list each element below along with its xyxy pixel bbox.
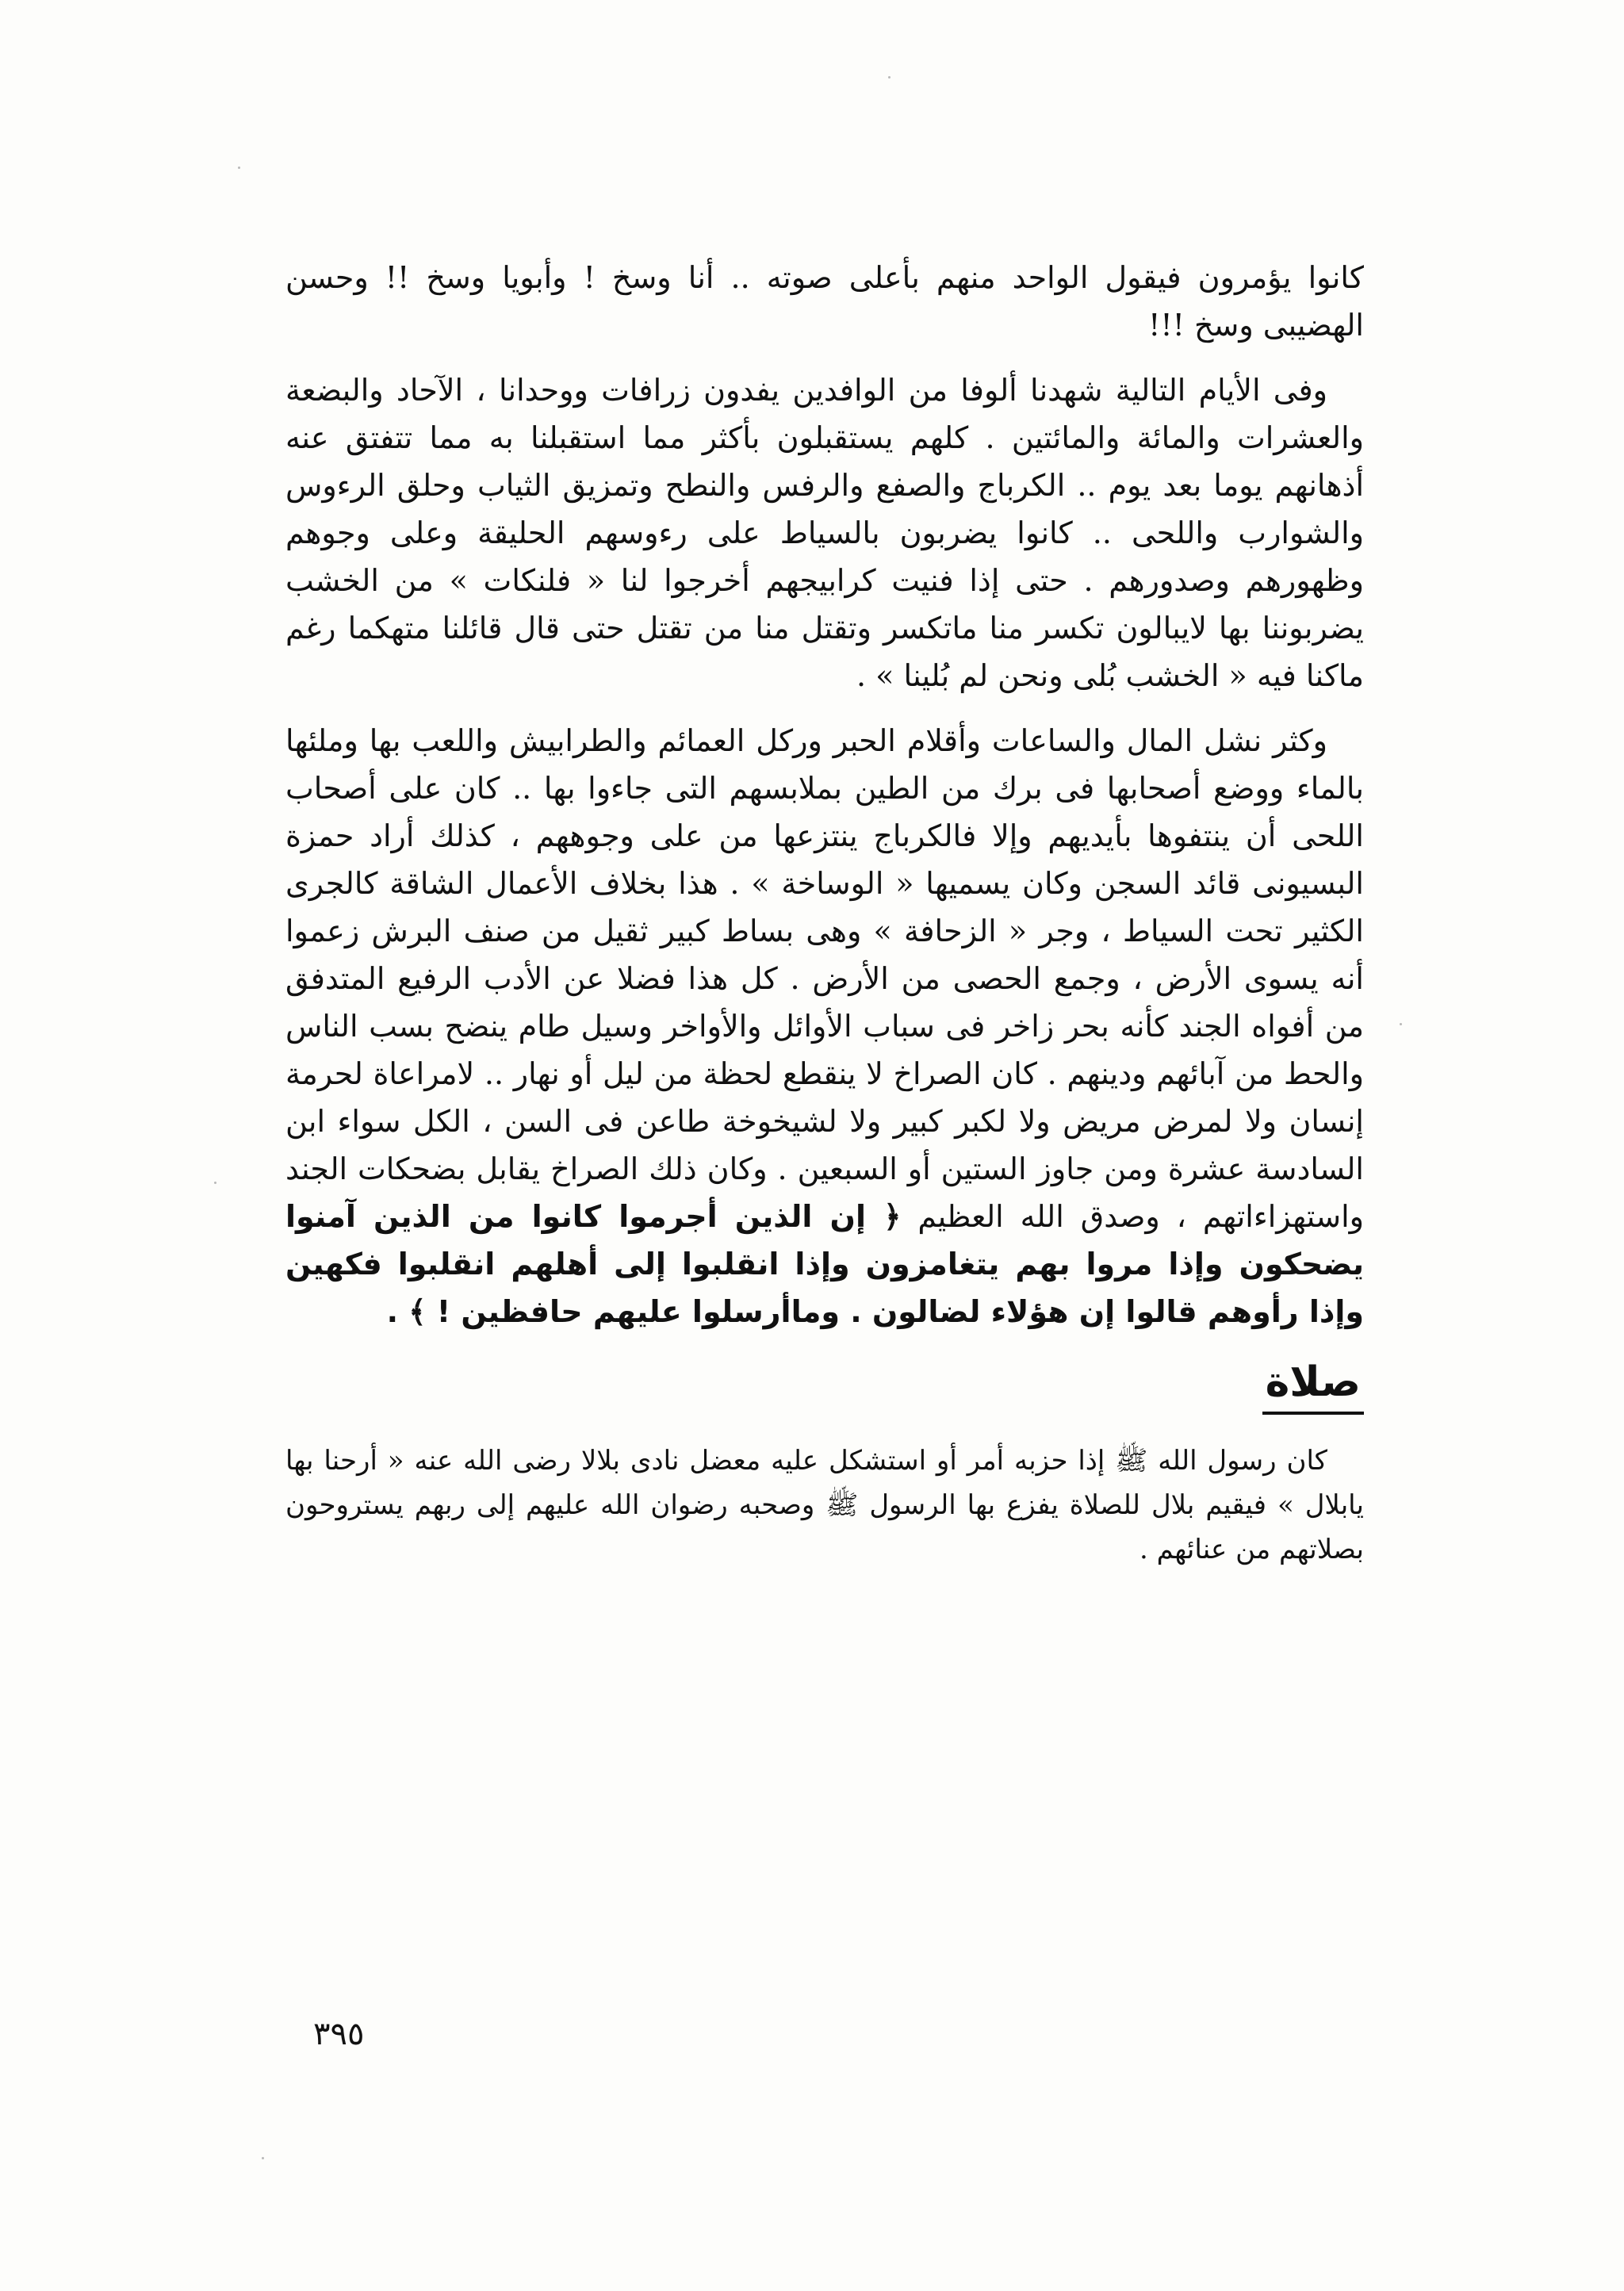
quran-quote: ﴿ إن الذين أجرموا كانوا من الذين آمنوا يضحكون وإذا مروا بهم يتغامزون وإذا انقلبوا إلى أهلهم انقلبوا فكهين وإذا رأوهم قالوا إن هؤلاء لضالون . وماأرسلوا عليهم حافظين ! ﴾ .	[285, 1199, 1364, 1329]
paragraph-1: كانوا يؤمرون فيقول الواحد منهم بأعلى صوته .. أنا وسخ ! وأبويا وسخ !! وحسن الهضيبى وسخ !!!	[285, 260, 1364, 343]
page-number: ٣٩٥	[313, 2016, 365, 2052]
scan-speck	[214, 1182, 216, 1184]
footnote-text: كان رسول الله ﷺ إذا حزبه أمر أو استشكل عليه معضل نادى بلالا رضى الله عنه « أرحنا بها يابلال » فيقيم بلال للصلاة يفزع بها الرسول ﷺ وصحبه رضوان الله عليهم إلى ربهم يستروحون بصلاتهم من عنائهم .	[285, 1445, 1364, 1565]
paragraph-3	[285, 717, 1364, 1335]
scan-speck	[262, 2157, 264, 2159]
footnote-block	[285, 1439, 1364, 1572]
scan-speck	[238, 167, 240, 169]
page-body	[285, 254, 1364, 1572]
paragraph-3-text: وكثر نشل المال والساعات وأقلام الحبر وركل العمائم والطرابيش واللعب بها وملئها بالماء ووضع أصحابها فى برك من الطين بملابسهم التى جاءوا بها .. كان على أصحاب اللحى أن ينتفوها بأيديهم وإلا فالكرباج ينتزعها من على وجوههم ، كذلك أراد حمزة البسيونى قائد السجن وكان يسميها « الوساخة » . هذا بخلاف الأعمال الشاقة كالجرى الكثير تحت السياط ، وجر « الزحافة » وهى بساط كبير ثقيل من صنف البرش زعموا أنه يسوى الأرض ، وجمع الحصى من الأرض . كل هذا فضلا عن الأدب الرفيع المتدفق من أفواه الجند كأنه بحر زاخر فى سباب الأوائل والأواخر وسيل طام ينضح بسب الناس والحط من آبائهم ودينهم . كان الصراخ لا ينقطع لحظة من ليل أو نهار .. لامراعاة لحرمة إنسان ولا لمرض مريض ولا لكبر كبير ولا لشيخوخة طاعن فى السن ، الكل سواء ابن السادسة عشرة ومن جاوز الستين أو السبعين . وكان ذلك الصراخ يقابل بضحكات الجند واستهزاءاتهم ، وصدق الله العظيم	[285, 723, 1364, 1234]
section-heading: صلاة	[1262, 1354, 1364, 1415]
scan-speck	[1400, 1023, 1402, 1025]
section-heading-row	[285, 1354, 1364, 1415]
scan-speck	[888, 76, 891, 79]
paragraph-2: وفى الأيام التالية شهدنا ألوفا من الوافدين يفدون زرافات ووحدانا ، الآحاد والبضعة والعشرات والمائة والمائتين . كلهم يستقبلون بأكثر مما استقبلنا به مما تتفتق عنه أذهانهم يوما بعد يوم .. الكرباج والصفع والرفس والنطح وتمزيق الثياب وحلق الرءوس والشوارب واللحى .. كانوا يضربون بالسياط على رءوسهم الحليقة وعلى وجوهم وظهورهم وصدورهم . حتى إذا فنيت كرابيجهم أخرجوا لنا « فلنكات » من الخشب يضربوننا بها لايبالون تكسر منا ماتكسر وتقتل منا من تقتل حتى قال قائلنا متهكما رغم ماكنا فيه « الخشب بُلى ونحن لم بُلينا » .	[285, 373, 1365, 693]
